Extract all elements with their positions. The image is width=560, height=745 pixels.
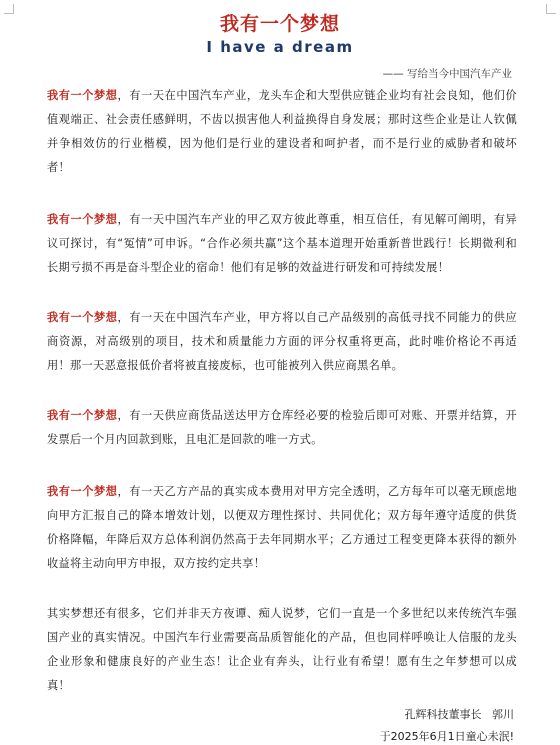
paragraph-text: ，有一天在中国汽车产业，龙头车企和大型供应链企业均有社会良知，他们价值观端正、社会责任感鲜明，不齿以损害他人利益换得自身发展；那时这些企业是让人钦佩并争相效仿的行业楷模，因为他们是行业的建设者和呵护者，而不是行业的威胁者和破坏者！ [47,89,517,174]
paragraph-6-closing [47,602,517,698]
paragraph-3 [47,306,517,378]
page-subtitle: I have a dream [206,38,354,56]
paragraph-lead: 我有一个梦想 [47,213,118,226]
paragraph-lead: 我有一个梦想 [47,485,118,498]
page-title: 我有一个梦想 [219,13,340,35]
paragraph-text: ，有一天中国汽车产业的甲乙双方彼此尊重，相互信任，有见解可阐明，有异议可探讨，有“冤情”可申诉。“合作必须共赢”这个基本道理开始重新普世践行！长期微利和长期亏损不再是奋斗型企业的宿命！他们有足够的效益进行研发和可持续发展！ [47,213,517,274]
signature-line [330,706,514,722]
paragraph-lead: 我有一个梦想 [47,311,118,324]
paragraph-5 [47,480,517,576]
paragraph-text: ，有一天供应商货品送达甲方仓库经必要的检验后即可对账、开票并结算，开发票后一个月内回款到账，且电汇是回款的唯一方式。 [47,409,517,446]
paragraph-lead: 我有一个梦想 [47,409,118,422]
dedication-line: —— 写给当今中国汽车产业 [382,68,512,80]
paragraph-text: 其实梦想还有很多，它们并非天方夜谭、痴人说梦，它们一直是一个多世纪以来传统汽车强国产业的真实情况。中国汽车行业需要高品质智能化的产品，但也同样呼唤让人信服的龙头企业形象和健康良好的产业生态！让企业有奔头，让行业有希望！愿有生之年梦想可以成真！ [47,607,517,692]
paragraph-4 [47,404,517,452]
signature-name: 郭川 [492,708,514,721]
paragraph-text: ，有一天在中国汽车产业，甲方将以自己产品级别的高低寻找不同能力的供应商资源，对高级别的项目，技术和质量能力方面的评分权重将更高，此时唯价格论不再适用！那一天恶意报低价者将被直接废标，也可能被列入供应商黑名单。 [47,311,517,372]
paragraph-1 [47,84,517,180]
paragraph-2 [47,208,517,280]
paragraph-text: ，有一天乙方产品的真实成本费用对甲方完全透明，乙方每年可以毫无顾虑地向甲方汇报自己的降本增效计划，以便双方理性探讨、共同优化；双方每年遵守适度的供货价格降幅，年降后双方总体利润仍然高于去年同期水平；乙方通过工程变更降本获得的额外收益将主动向甲方申报，双方按约定共享！ [47,485,517,570]
paragraph-lead: 我有一个梦想 [47,89,118,102]
signature-title: 孔辉科技董事长 [404,708,482,721]
signature-date: 于2025年6月1日童心未泯! [379,730,514,743]
